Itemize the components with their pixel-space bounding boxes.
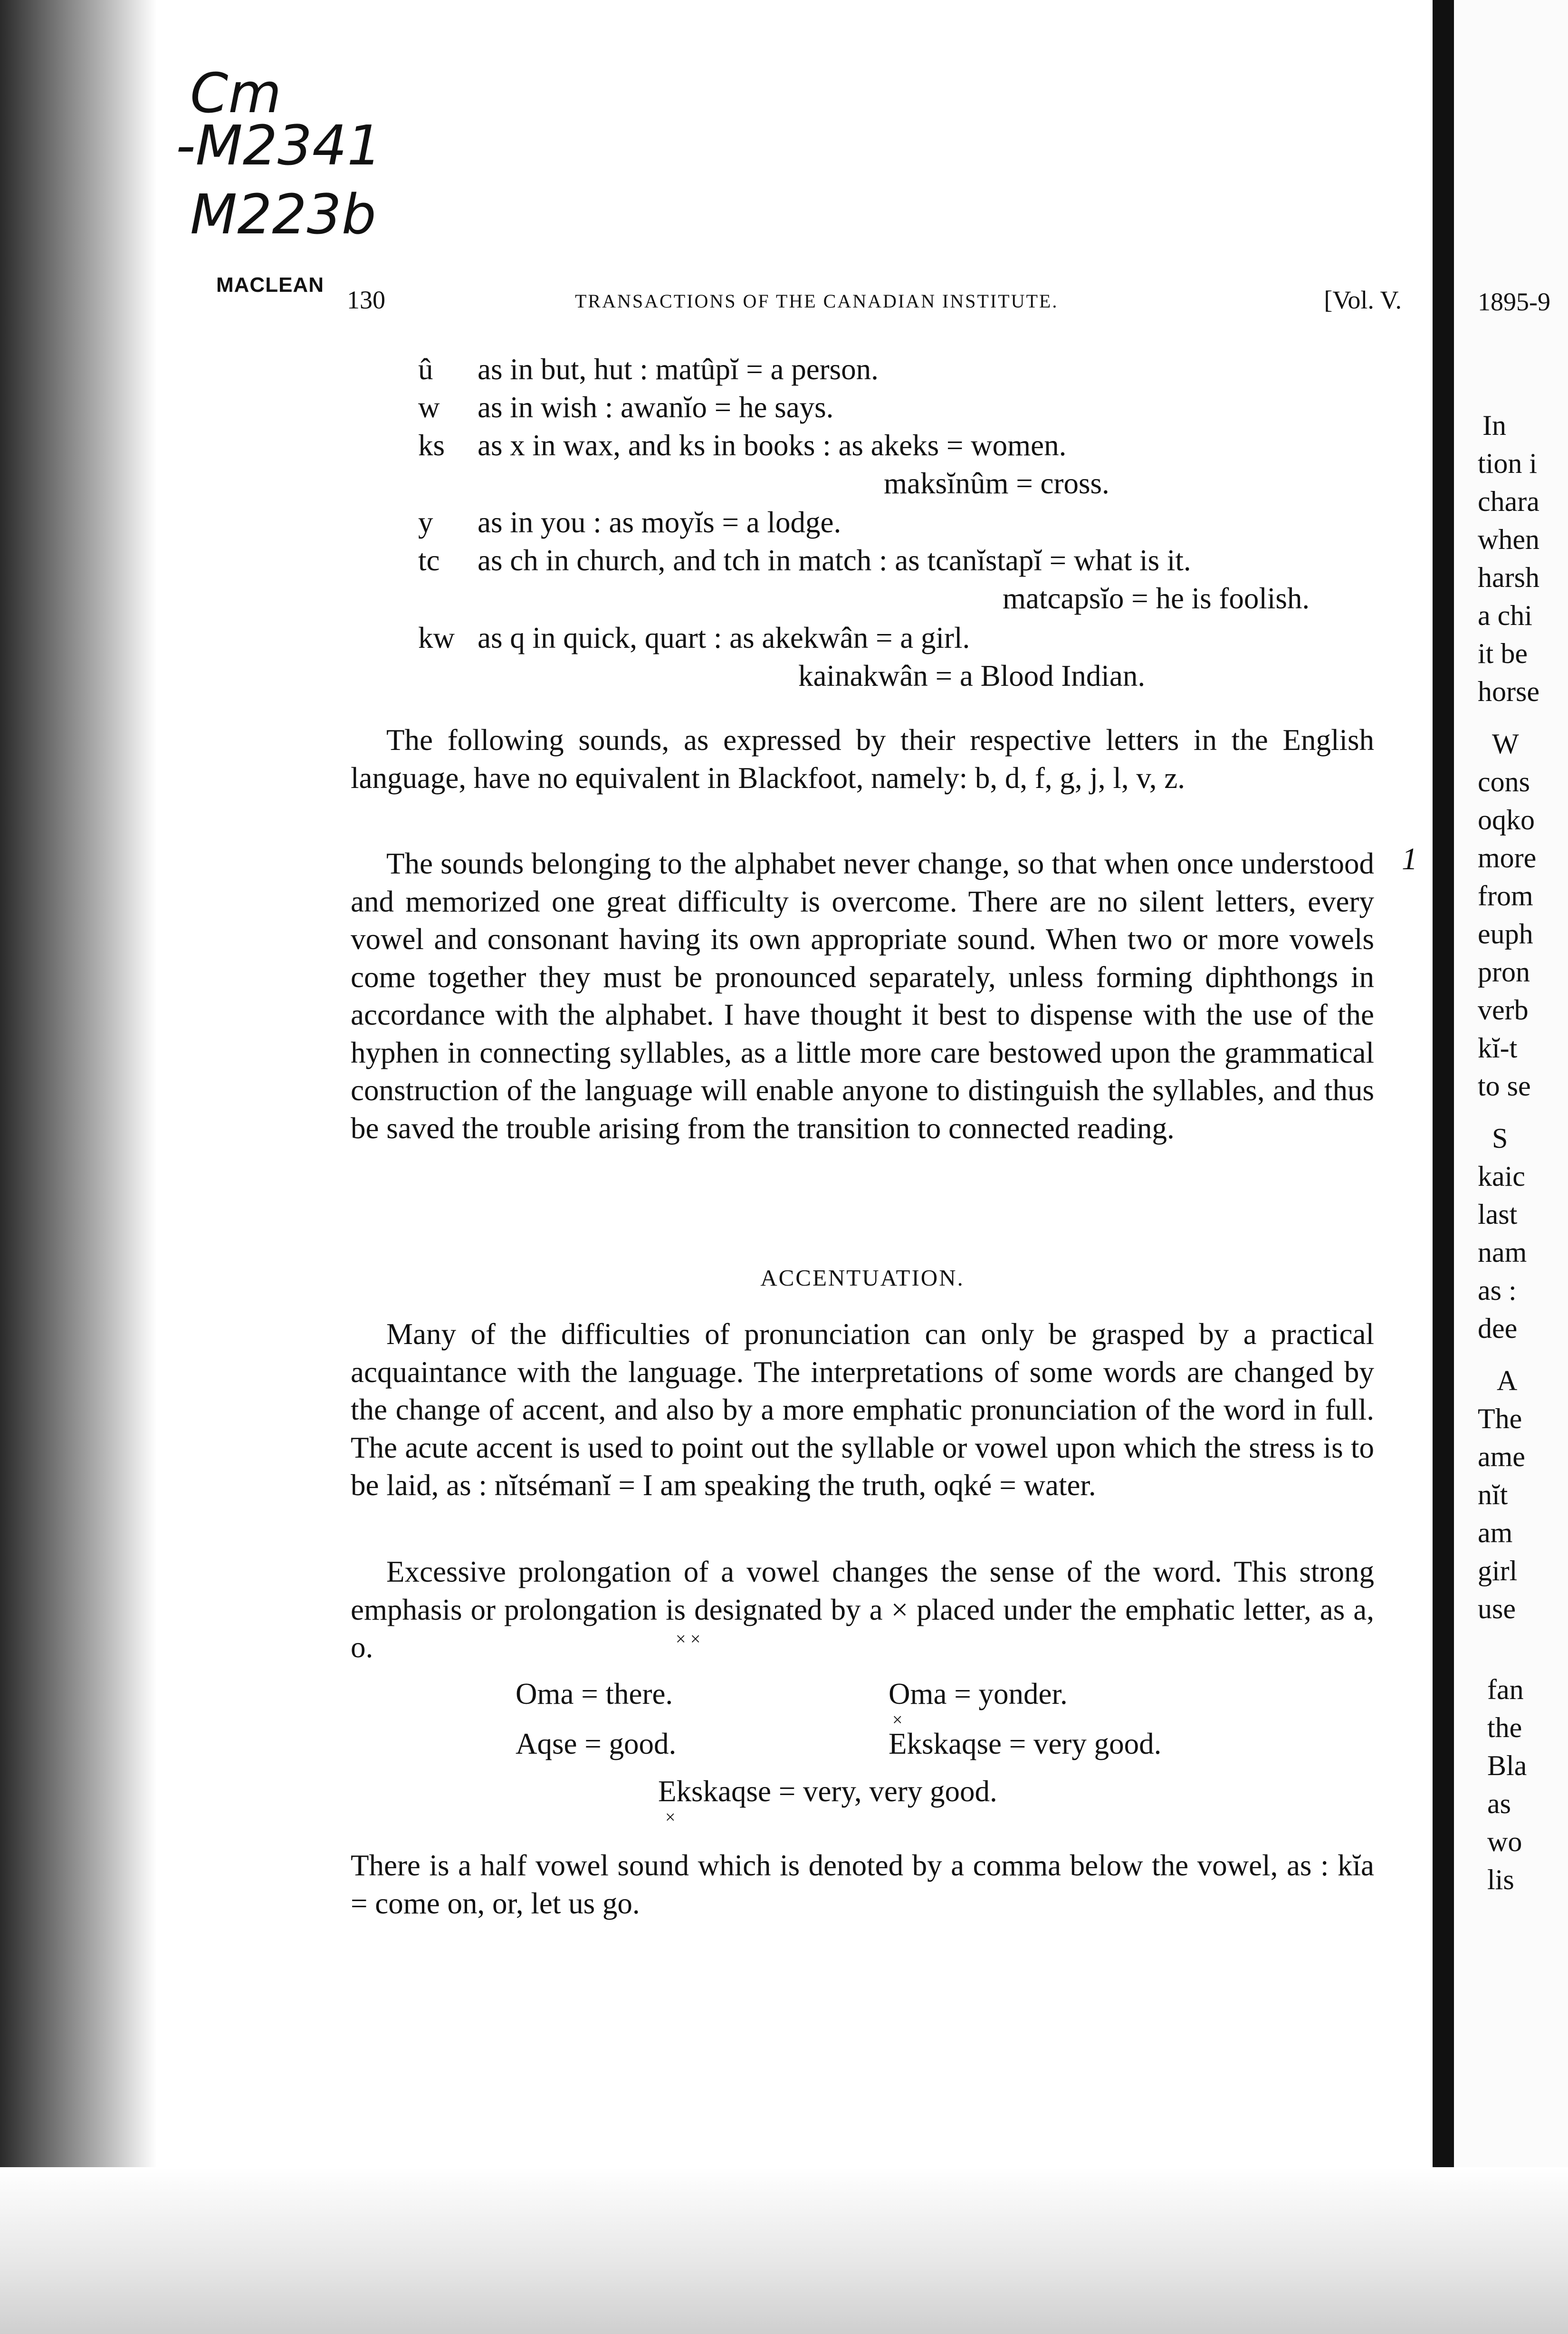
facing-line: kaic bbox=[1478, 1161, 1525, 1192]
facing-line: as bbox=[1487, 1788, 1511, 1819]
sound-letter: û bbox=[418, 353, 433, 386]
facing-line: from bbox=[1478, 880, 1533, 912]
facing-line: the bbox=[1487, 1712, 1522, 1743]
facing-line: it be bbox=[1478, 638, 1528, 669]
facing-line: The bbox=[1478, 1403, 1522, 1434]
sound-description: as ch in church, and tch in match : as tcanĭstapĭ = what is it. bbox=[478, 544, 1191, 577]
facing-line: oqko bbox=[1478, 804, 1535, 836]
example-line: Aqse = good. bbox=[516, 1727, 677, 1760]
paragraph-prolongation: Excessive prolongation of a vowel changes the sense of the word. This strong emphasis or prolongation is designated by a × placed under the emphatic letter, as a, o. bbox=[351, 1555, 1374, 1664]
book-gutter bbox=[1433, 0, 1454, 2334]
facing-line: kĭ-t bbox=[1478, 1032, 1518, 1064]
facing-line: horse bbox=[1478, 676, 1539, 707]
facing-line: harsh bbox=[1478, 562, 1539, 593]
sound-description: as q in quick, quart : as akekwân = a girl. bbox=[478, 621, 970, 654]
facing-line: ame bbox=[1478, 1441, 1525, 1472]
margin-mark: 1 bbox=[1402, 842, 1417, 876]
facing-line: In bbox=[1482, 410, 1506, 441]
example-line: Oma = yonder. bbox=[889, 1677, 1068, 1710]
facing-line: lis bbox=[1487, 1864, 1514, 1895]
emphasis-mark: × bbox=[665, 1807, 676, 1827]
maclean-stamp: MACLEAN bbox=[216, 273, 324, 297]
volume-label: [Vol. V. bbox=[1324, 286, 1402, 314]
sound-description: as in wish : awanĭo = he says. bbox=[478, 391, 834, 424]
facing-line: cons bbox=[1478, 766, 1530, 797]
facing-line: girl bbox=[1478, 1555, 1518, 1586]
example-line: Ekskaqse = very good. bbox=[889, 1727, 1162, 1760]
facing-line: pron bbox=[1478, 956, 1530, 988]
bottom-scan-noise bbox=[0, 2167, 1568, 2334]
handwritten-mark-3: M223b bbox=[190, 183, 376, 247]
facing-line: to se bbox=[1478, 1070, 1531, 1102]
section-heading: ACCENTUATION. bbox=[760, 1265, 965, 1291]
facing-line: tion i bbox=[1478, 448, 1538, 479]
emphasis-marks: × × bbox=[676, 1629, 701, 1649]
facing-line: a chi bbox=[1478, 600, 1532, 631]
facing-line: A bbox=[1497, 1365, 1518, 1396]
facing-line: am bbox=[1478, 1517, 1513, 1548]
facing-line: euph bbox=[1478, 918, 1533, 950]
facing-line: dee bbox=[1478, 1313, 1518, 1344]
paragraph-half-vowel: There is a half vowel sound which is denoted by a comma below the vowel, as : kĭa = come on, or, let us go. bbox=[351, 1849, 1374, 1920]
facing-line: chara bbox=[1478, 486, 1539, 517]
facing-line: verb bbox=[1478, 994, 1529, 1026]
facing-line: nam bbox=[1478, 1237, 1527, 1268]
facing-line: Bla bbox=[1487, 1750, 1527, 1781]
facing-line: S bbox=[1492, 1123, 1508, 1154]
sound-description: as in you : as moyĭs = a lodge. bbox=[478, 506, 841, 539]
sound-letter: w bbox=[418, 391, 440, 424]
facing-line: more bbox=[1478, 842, 1537, 874]
sound-letter: kw bbox=[418, 621, 455, 654]
handwritten-mark-1: Cm bbox=[190, 62, 282, 125]
facing-line: nĭt bbox=[1478, 1479, 1508, 1510]
facing-line: last bbox=[1478, 1199, 1518, 1230]
sound-letter: ks bbox=[418, 429, 445, 462]
facing-line: wo bbox=[1487, 1826, 1522, 1857]
sound-letter: y bbox=[418, 506, 433, 539]
page-number: 130 bbox=[347, 286, 385, 314]
sound-description: as x in wax, and ks in books : as akeks = women. bbox=[478, 429, 1067, 462]
facing-line: W bbox=[1492, 728, 1519, 759]
page-edge-shadow bbox=[0, 0, 157, 2334]
sound-example: kainakwân = a Blood Indian. bbox=[798, 659, 1146, 692]
paragraph-accent: Many of the difficulties of pronunciation can only be grasped by a practical acquaintance with the language. The interpretations of some words are changed by the change of accent, and also by a more emphatic pronunciation of the word in full. The acute accent is used to point out the syllable or vowel upon which the stress is to be laid, as : nĭtsémanĭ = I am speaking the truth, oqké = water. bbox=[351, 1317, 1374, 1502]
sound-letter: tc bbox=[418, 544, 440, 577]
sound-description: as in but, hut : matûpĭ = a person. bbox=[478, 353, 879, 386]
sound-example: maksĭnûm = cross. bbox=[884, 467, 1109, 500]
paragraph-no-equivalents: The following sounds, as expressed by their respective letters in the English language, have no equivalent in Blackfoot, namely: b, d, f, g, j, l, v, z. bbox=[351, 723, 1374, 795]
facing-line: fan bbox=[1487, 1674, 1524, 1705]
facing-line: when bbox=[1478, 524, 1539, 555]
sound-example: matcapsĭo = he is foolish. bbox=[1003, 582, 1310, 615]
facing-line: as : bbox=[1478, 1275, 1517, 1306]
journal-title: TRANSACTIONS OF THE CANADIAN INSTITUTE. bbox=[575, 290, 1059, 312]
facing-page-header: 1895-9 bbox=[1478, 288, 1550, 316]
facing-line: use bbox=[1478, 1593, 1516, 1624]
handwritten-mark-2: -M2341 bbox=[176, 114, 382, 178]
example-line: Ekskaqse = very, very good. bbox=[658, 1775, 997, 1808]
paragraph-alphabet: The sounds belonging to the alphabet never change, so that when once understood and memorized one great difficulty is overcome. There are no silent letters, every vowel and consonant having its own appropriate sound. When two or more vowels come together they must be pronounced separately, unless forming diphthongs in accordance with the alphabet. I have thought it best to dispense with the use of the hyphen in connecting syllables, as a little more care bestowed upon the grammatical construction of the language will enable anyone to distinguish the syllables, and thus be saved the trouble arising from the transition to connected reading. bbox=[351, 847, 1374, 1145]
example-line: Oma = there. bbox=[516, 1677, 673, 1710]
emphasis-mark: × bbox=[892, 1710, 903, 1730]
running-header bbox=[347, 285, 1402, 323]
